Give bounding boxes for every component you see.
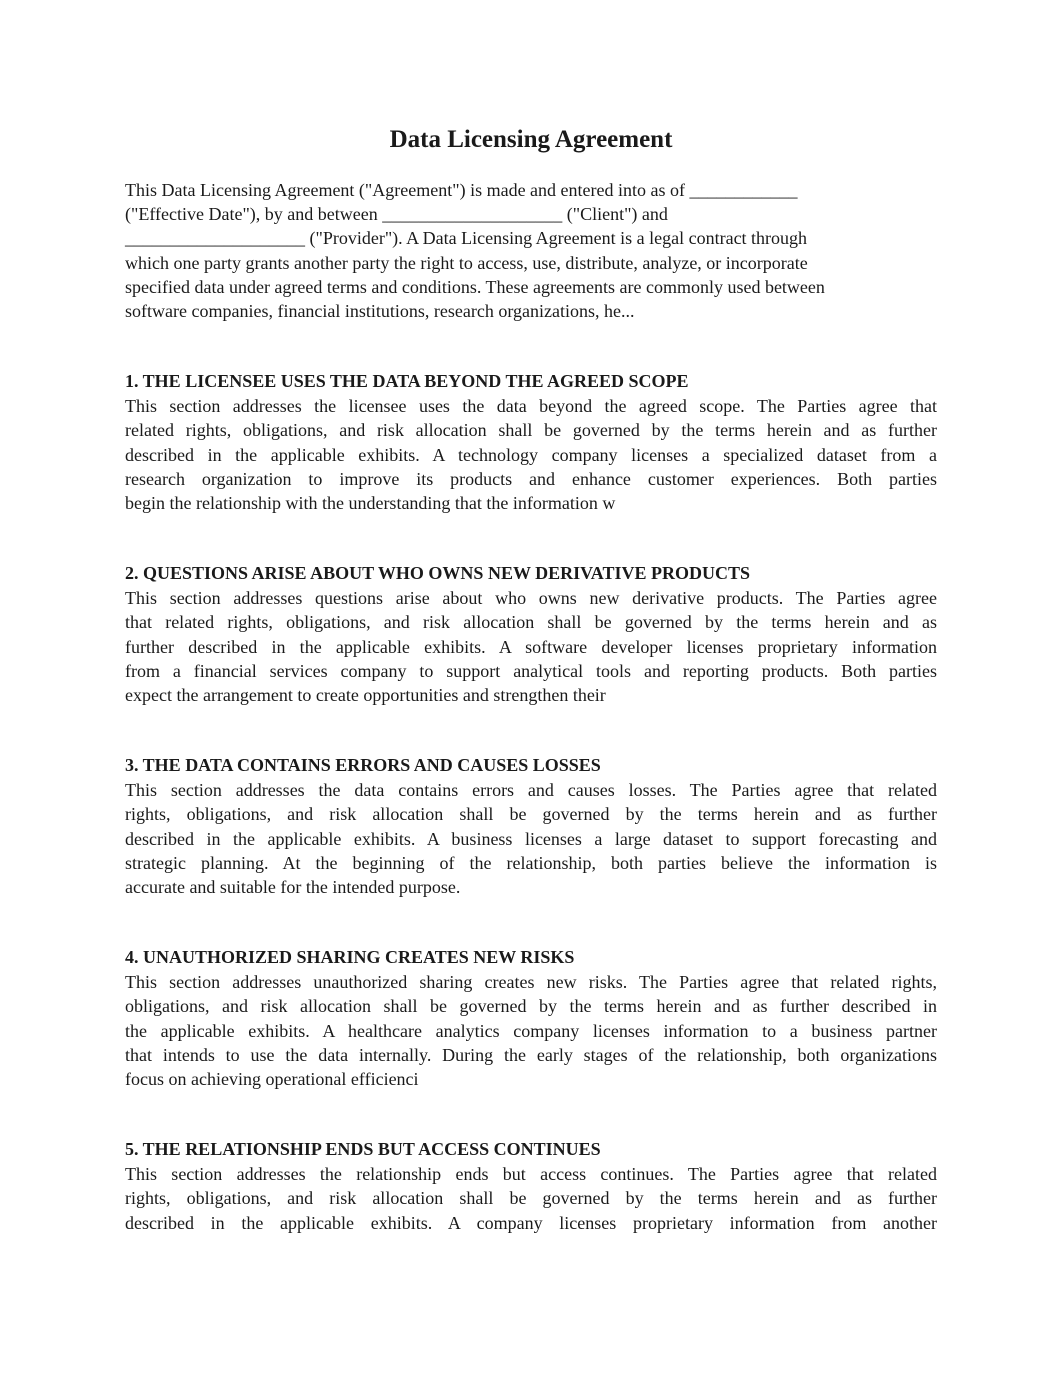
section-line: This section addresses the licensee uses the data beyond the agreed scope. The Parties agree that (125, 396, 937, 417)
section-line: expect the arrangement to create opportunities and strengthen their (125, 685, 606, 706)
section-line: focus on achieving operational efficienci (125, 1069, 419, 1090)
section-line: accurate and suitable for the intended purpose. (125, 877, 461, 898)
section-line: that related rights, obligations, and risk allocation shall be governed by the terms herein and as (125, 612, 937, 633)
section-line: described in the applicable exhibits. A company licenses proprietary information from another (125, 1212, 937, 1233)
section-line: research organization to improve its products and enhance customer experiences. Both parties (125, 468, 937, 489)
section-line: rights, obligations, and risk allocation shall be governed by the terms herein and as further (125, 1188, 937, 1209)
section-line: strategic planning. At the beginning of the relationship, both parties believe the information is (125, 852, 937, 873)
section-4 (125, 944, 937, 1091)
intro-line: ("Effective Date"), by and between ____________________ ("Client") and (125, 204, 668, 225)
intro-line: software companies, financial institutions, research organizations, he... (125, 301, 635, 322)
section-heading: 2. QUESTIONS ARISE ABOUT WHO OWNS NEW DERIVATIVE PRODUCTS (125, 563, 750, 584)
section-line: related rights, obligations, and risk allocation shall be governed by the terms herein and as further (125, 420, 937, 441)
section-heading: 5. THE RELATIONSHIP ENDS BUT ACCESS CONTINUES (125, 1139, 601, 1160)
section-line: This section addresses the relationship ends but access continues. The Parties agree that related (125, 1164, 937, 1185)
section-line: This section addresses questions arise about who owns new derivative products. The Parties agree (125, 588, 937, 609)
section-heading: 1. THE LICENSEE USES THE DATA BEYOND THE AGREED SCOPE (125, 371, 689, 392)
section-5 (125, 1136, 937, 1235)
section-line: This section addresses the data contains errors and causes losses. The Parties agree that related (125, 780, 937, 801)
section-3 (125, 752, 937, 899)
section-line: begin the relationship with the understanding that the information w (125, 493, 616, 514)
section-line: further described in the applicable exhibits. A software developer licenses proprietary information (125, 636, 937, 657)
section-line: rights, obligations, and risk allocation shall be governed by the terms herein and as further (125, 804, 937, 825)
section-body (125, 1162, 937, 1235)
document-title: Data Licensing Agreement (389, 126, 673, 153)
section-line: that intends to use the data internally. During the early stages of the relationship, both organizations (125, 1044, 937, 1065)
intro-line: specified data under agreed terms and conditions. These agreements are commonly used between (125, 276, 825, 297)
section-line: from a financial services company to support analytical tools and reporting products. Both parties (125, 660, 937, 681)
section-body (125, 394, 937, 515)
section-1 (125, 368, 937, 515)
section-body (125, 778, 937, 899)
section-line: This section addresses unauthorized sharing creates new risks. The Parties agree that related rights, (125, 972, 937, 993)
section-line: obligations, and risk allocation shall be governed by the terms herein and as further described in (125, 996, 937, 1017)
section-heading: 3. THE DATA CONTAINS ERRORS AND CAUSES LOSSES (125, 755, 601, 776)
section-line: the applicable exhibits. A healthcare analytics company licenses information to a business partner (125, 1020, 937, 1041)
intro-line: ____________________ ("Provider"). A Data Licensing Agreement is a legal contract through (125, 228, 808, 249)
document-page (125, 118, 937, 1235)
intro-line: This Data Licensing Agreement ("Agreement") is made and entered into as of ____________ (125, 180, 798, 200)
intro-paragraph (125, 178, 937, 323)
section-line: described in the applicable exhibits. A business licenses a large dataset to support forecasting and (125, 828, 937, 849)
section-body (125, 970, 937, 1091)
section-heading: 4. UNAUTHORIZED SHARING CREATES NEW RISKS (125, 947, 575, 968)
section-body (125, 586, 937, 707)
section-2 (125, 560, 937, 707)
section-line: described in the applicable exhibits. A technology company licenses a specialized dataset from a (125, 444, 937, 465)
intro-line: which one party grants another party the right to access, use, distribute, analyze, or incorporate (125, 252, 808, 273)
